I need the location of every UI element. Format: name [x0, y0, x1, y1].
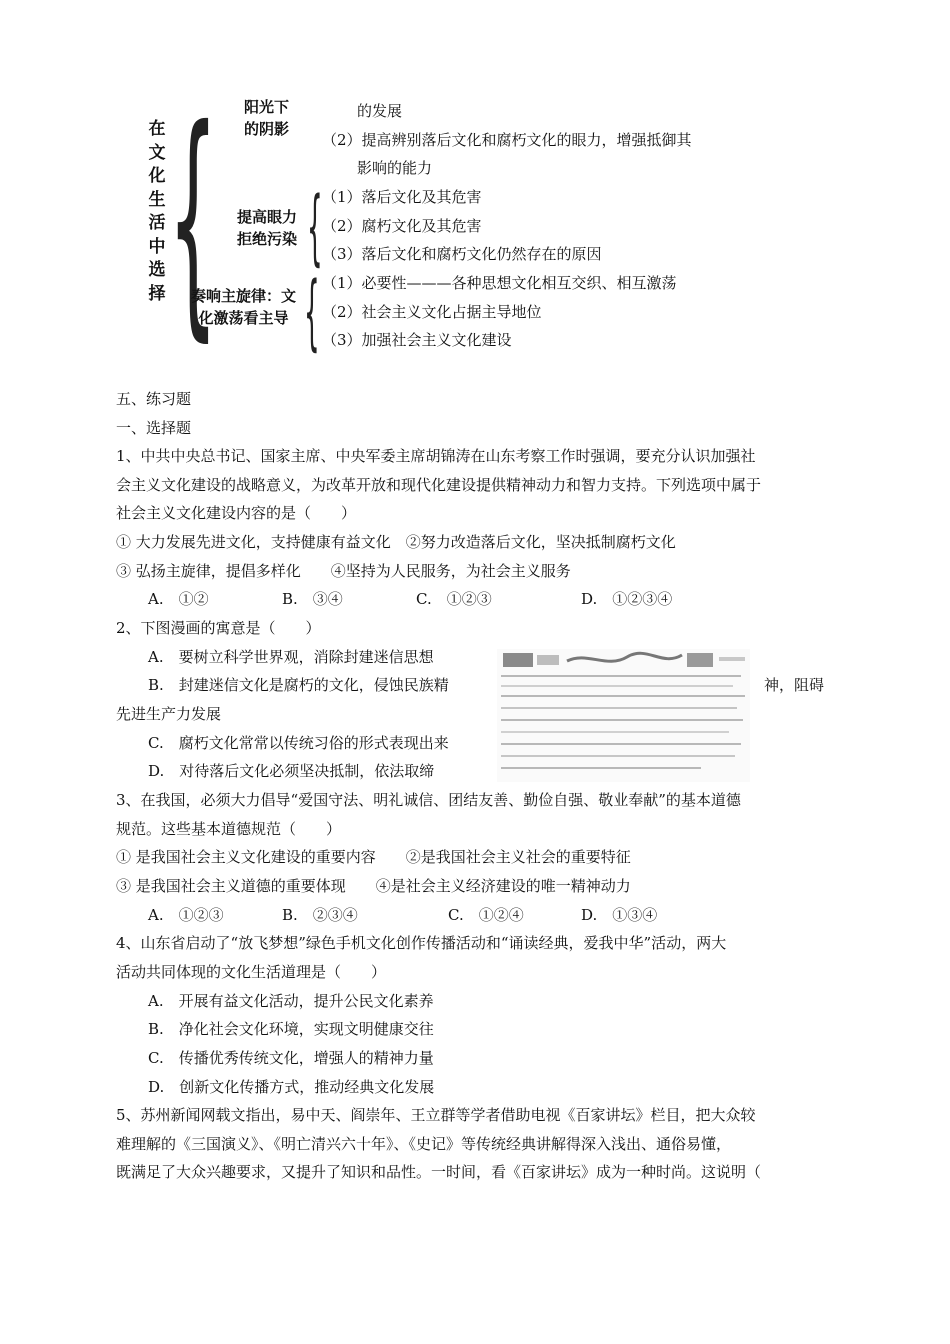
q1-option-d[interactable]: D. ①②③④ [581, 590, 673, 608]
q4-option-a[interactable]: A. 开展有益文化活动，提升公民文化素养 [148, 992, 434, 1010]
q1-stem-line: 社会主义文化建设内容的是（ ） [116, 504, 357, 522]
q3-statement: ③ 是我国社会主义道德的重要体现 ④是社会主义经济建设的唯一精神动力 [116, 877, 631, 895]
section-3-item: （2）社会主义文化占据主导地位 [322, 303, 542, 321]
section-2-item: （2）腐朽文化及其危害 [322, 217, 482, 235]
q5-stem-line: 5、苏州新闻网载文指出，易中天、阎崇年、王立群等学者借助电视《百家讲坛》栏目，把大众较 [116, 1106, 756, 1124]
q5-stem-line: 难理解的《三国演义》、《明亡清兴六十年》、《史记》等传统经典讲解得深入浅出、通俗易懂， [116, 1135, 732, 1153]
section-2-item: （3）落后文化和腐朽文化仍然存在的原因 [322, 245, 602, 263]
q2-option-a[interactable]: A. 要树立科学世界观，消除封建迷信思想 [148, 648, 434, 666]
q1-option-a[interactable]: A. ①② [148, 590, 209, 608]
q5-stem-line: 既满足了大众兴趣要求，又提升了知识和品性。一时间，看《百家讲坛》成为一种时尚。这说明（ [116, 1163, 762, 1181]
section-3-item: （1）必要性———各种思想文化相互交织、相互激荡 [322, 274, 677, 292]
q3-stem-line: 规范。这些基本道德规范（ ） [116, 820, 342, 838]
q4-option-b[interactable]: B. 净化社会文化环境，实现文明健康交往 [148, 1020, 434, 1038]
q4-stem-line: 活动共同体现的文化生活道理是（ ） [116, 963, 387, 981]
q1-stem-line: 1、中共中央总书记、国家主席、中央军委主席胡锦涛在山东考察工作时强调，要充分认识加强社 [116, 447, 756, 465]
cartoon-image [497, 649, 750, 782]
q2-option-b[interactable]: B. 封建迷信文化是腐朽的文化，侵蚀民族精 [148, 676, 449, 694]
q1-stem-line: 会主义文化建设的战略意义，为改革开放和现代化建设提供精神动力和智力支持。下列选项中属于 [116, 476, 762, 494]
q2-option-b-cont: 先进生产力发展 [116, 705, 222, 723]
section-2-item: （1）落后文化及其危害 [322, 188, 482, 206]
section-1-item: （2）提高辨别落后文化和腐朽文化的眼力，增强抵御其 [322, 131, 692, 149]
section-1-title: 阳光下 的阴影 [244, 98, 290, 138]
brace-2: { [307, 180, 323, 275]
q4-stem-line: 4、山东省启动了“放飞梦想”绿色手机文化创作传播活动和“诵读经典，爱我中华”活动，两大 [116, 934, 727, 952]
heading-exercises: 五、练习题 [116, 390, 192, 408]
q4-option-c[interactable]: C. 传播优秀传统文化，增强人的精神力量 [148, 1049, 434, 1067]
q3-option-a[interactable]: A. ①②③ [148, 906, 224, 924]
q2-stem: 2、下图漫画的寓意是（ ） [116, 619, 321, 637]
section-3-title: 奏响主旋律：文 化激荡看主导 [191, 287, 297, 327]
section-1-item: 的发展 [357, 102, 403, 120]
q1-option-b[interactable]: B. ③④ [282, 590, 343, 608]
cartoon-scan [497, 649, 750, 782]
q3-option-c[interactable]: C. ①②④ [448, 906, 524, 924]
outer-brace: { [168, 77, 218, 362]
q3-statement: ① 是我国社会主义文化建设的重要内容 ②是我国社会主义社会的重要特征 [116, 848, 631, 866]
q1-statement: ③ 弘扬主旋律，提倡多样化 ④坚持为人民服务，为社会主义服务 [116, 562, 571, 580]
q4-option-d[interactable]: D. 创新文化传播方式，推动经典文化发展 [148, 1078, 435, 1096]
heading-choice: 一、选择题 [116, 419, 192, 437]
brace-3: { [304, 265, 320, 360]
q2-option-c[interactable]: C. 腐朽文化常常以传统习俗的形式表现出来 [148, 734, 449, 752]
q2-option-d[interactable]: D. 对待落后文化必须坚决抵制，依法取缔 [148, 762, 435, 780]
q1-statement: ① 大力发展先进文化，支持健康有益文化 ②努力改造落后文化，坚决抵制腐朽文化 [116, 533, 676, 551]
q3-stem-line: 3、在我国，必须大力倡导“爱国守法、明礼诚信、团结友善、勤俭自强、敬业奉献”的基本道德 [116, 791, 741, 809]
outline-vertical-title: 在文化生活中选择 [148, 119, 166, 304]
q1-option-c[interactable]: C. ①②③ [416, 590, 492, 608]
section-3-item: （3）加强社会主义文化建设 [322, 331, 512, 349]
q3-option-d[interactable]: D. ①③④ [581, 906, 658, 924]
section-1-item: 影响的能力 [357, 159, 433, 177]
q2-option-b-tail: 神，阻碍 [764, 676, 825, 694]
section-2-title: 提高眼力 拒绝污染 [237, 208, 298, 248]
q3-option-b[interactable]: B. ②③④ [282, 906, 358, 924]
